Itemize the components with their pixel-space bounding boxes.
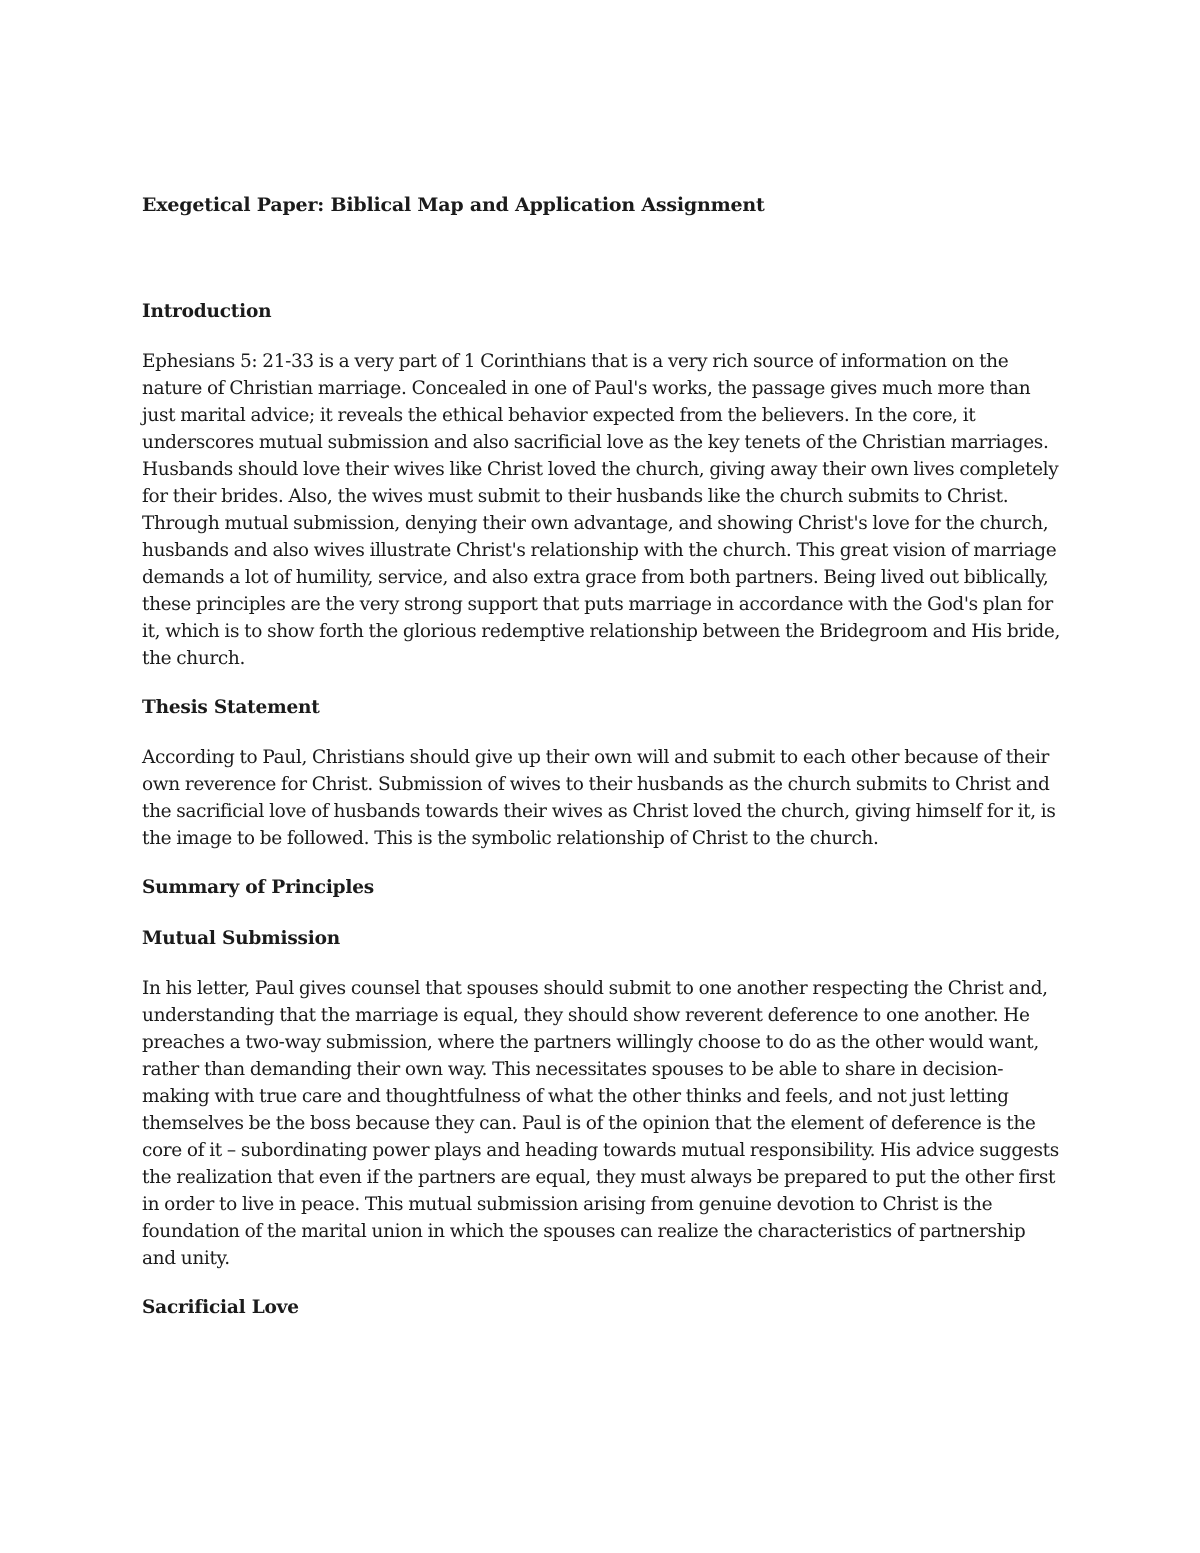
document-title: Exegetical Paper: Biblical Map and Application Assignment	[142, 194, 765, 216]
introduction-heading: Introduction	[142, 301, 272, 322]
thesis-paragraph: According to Paul, Christians should give up their own will and submit to each other because of their own reverence for Christ. Submission of wives to their husbands as the church submits to Christ and the sacrificial love of husbands towards their wives as Christ loved the church, giving himself for it, is the image to be followed. This is the symbolic relationship of Christ to the church.	[142, 747, 1056, 849]
mutual-submission-paragraph: In his letter, Paul gives counsel that spouses should submit to one another respecting the Christ and, understanding that the marriage is equal, they should show reverent deference to one another. He preaches a two-way submission, where the partners willingly choose to do as the other would want, rather than demanding their own way. This necessitates spouses to be able to share in decision-making with true care and thoughtfulness of what the other thinks and feels, and not just letting themselves be the boss because they can. Paul is of the opinion that the element of deference is the core of it – subordinating power plays and heading towards mutual responsibility. His advice suggests the realization that even if the partners are equal, they must always be prepared to put the other first in order to live in peace. This mutual submission arising from genuine devotion to Christ is the foundation of the marital union in which the spouses can realize the characteristics of partnership and unity.	[142, 978, 1059, 1269]
thesis-heading: Thesis Statement	[142, 697, 320, 718]
summary-heading: Summary of Principles	[142, 877, 375, 898]
sacrificial-love-heading: Sacrificial Love	[142, 1297, 299, 1318]
mutual-submission-heading: Mutual Submission	[142, 928, 340, 949]
introduction-paragraph: Ephesians 5: 21-33 is a very part of 1 Corinthians that is a very rich source of information on the nature of Christian marriage. Concealed in one of Paul's works, the passage gives much more than just marital advice; it reveals the ethical behavior expected from the believers. In the core, it underscores mutual submission and also sacrificial love as the key tenets of the Christian marriages. Husbands should love their wives like Christ loved the church, giving away their own lives completely for their brides. Also, the wives must submit to their husbands like the church submits to Christ. Through mutual submission, denying their own advantage, and showing Christ's love for the church, husbands and also wives illustrate Christ's relationship with the church. This great vision of marriage demands a lot of humility, service, and also extra grace from both partners. Being lived out biblically, these principles are the very strong support that puts marriage in accordance with the God's plan for it, which is to show forth the glorious redemptive relationship between the Bridegroom and His bride, the church.	[142, 351, 1061, 669]
document-body	[142, 192, 1062, 1321]
